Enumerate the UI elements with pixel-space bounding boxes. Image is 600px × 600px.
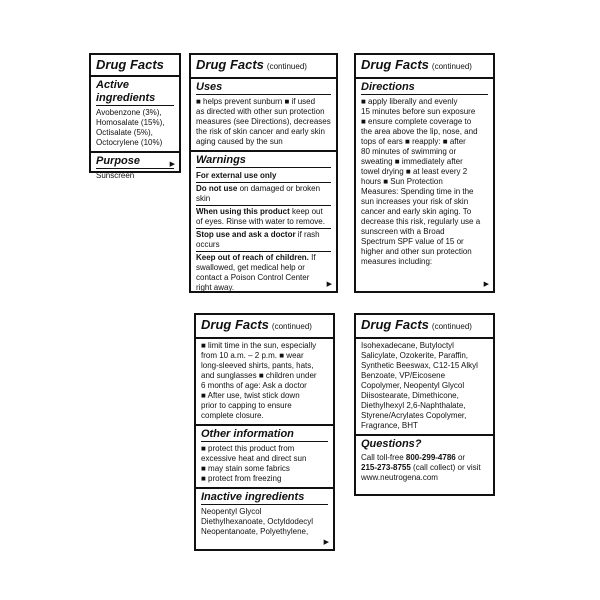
ingredient-line: Diethylhexyl 2,6-Naphthalate, (361, 401, 466, 410)
inactive-line: Neopentanoate, Polyethylene, (201, 527, 309, 536)
continue-arrow-icon: ▶ (323, 539, 329, 546)
warnings-section (191, 150, 336, 297)
directions-line: sweating ■ immediately after (361, 157, 463, 166)
panel-header (356, 315, 493, 339)
inactive-ingredients-title: Inactive ingredients (201, 491, 328, 505)
when-using-text: keep out (289, 207, 323, 216)
directions-line: and sunglasses ■ children under (201, 371, 317, 380)
keep-out-text: If (308, 253, 316, 262)
panel-header-title: Drug Facts (361, 317, 429, 332)
call-line (361, 453, 488, 463)
directions-line: complete closure. (201, 411, 264, 420)
uses-line: aging caused by the sun (196, 137, 283, 146)
inactive-line: Neopentyl Glycol (201, 507, 262, 516)
do-not-use-label: Do not use (196, 184, 238, 193)
continued-label: (continued) (266, 62, 307, 71)
uses-section (191, 79, 336, 150)
active-line: Homosalate (15%), (96, 118, 165, 127)
ingredient-line: Synthetic Beeswax, C12-15 Alkyl (361, 361, 478, 370)
other-line: ■ protect from freezing (201, 474, 282, 483)
phone-number-2: 215-273-8755 (361, 463, 411, 472)
call-line-2 (361, 463, 488, 473)
active-line: Octocrylene (10%) (96, 138, 163, 147)
directions-title: Directions (361, 81, 488, 95)
continue-arrow-icon: ▶ (169, 161, 175, 168)
call-or: or (455, 453, 466, 462)
inactive-line: Diethylhexanoate, Octyldodecyl (201, 517, 314, 526)
directions-line: sun increases your risk of skin (361, 197, 469, 206)
inactive-ingredients-continued-section (356, 339, 493, 434)
drug-facts-panel-5 (354, 313, 495, 496)
keep-out-line: swallowed, get medical help or (196, 263, 305, 272)
panel-header-title: Drug Facts (201, 317, 269, 332)
directions-line: ■ limit time in the sun, especially (201, 341, 317, 350)
keep-out-label: Keep out of reach of children. (196, 253, 309, 262)
drug-facts-panel-3 (354, 53, 495, 293)
directions-line: hours ■ Sun Protection (361, 177, 443, 186)
directions-line: ■ apply liberally and evenly (361, 97, 458, 106)
directions-continued-section (196, 339, 333, 424)
uses-line: ■ helps prevent sunburn ■ if used (196, 97, 316, 106)
warnings-title: Warnings (196, 154, 331, 168)
active-ingredients-title: Active ingredients (96, 79, 174, 106)
ingredient-line: Isohexadecane, Butyloctyl (361, 341, 454, 350)
directions-line: Spectrum SPF value of 15 or (361, 237, 464, 246)
directions-section (356, 79, 493, 270)
purpose-section (91, 151, 179, 184)
stop-use-label: Stop use and ask a doctor (196, 230, 296, 239)
when-using-label: When using this product (196, 207, 290, 216)
active-line: Avobenzone (3%), (96, 108, 162, 117)
continued-label: (continued) (431, 322, 472, 331)
directions-line: measures including: (361, 257, 433, 266)
ingredient-line: Fragrance, BHT (361, 421, 418, 430)
drug-facts-panel-1 (89, 53, 181, 180)
continued-label: (continued) (271, 322, 312, 331)
directions-line: the area above the lip, nose, and (361, 127, 478, 136)
do-not-use-text: on damaged or broken skin (196, 184, 321, 203)
active-ingredients-section (91, 77, 179, 151)
purpose-title: Purpose (96, 155, 174, 169)
directions-line: decrease this risk, regularly use a (361, 217, 481, 226)
call-collect: (call collect) or visit (410, 463, 481, 472)
other-line: ■ protect this product from (201, 444, 295, 453)
directions-line: ■ After use, twist stick down (201, 391, 300, 400)
website-link: www.neutrogena.com (361, 473, 438, 482)
inactive-ingredients-section (196, 487, 333, 540)
other-information-section (196, 424, 333, 487)
directions-line: prior to capping to ensure (201, 401, 292, 410)
ingredient-line: Styrene/Acrylates Copolymer, (361, 411, 467, 420)
call-prefix: Call toll-free (361, 453, 406, 462)
when-using-line2: of eyes. Rinse with water to remove. (196, 217, 325, 226)
active-line: Octisalate (5%), (96, 128, 153, 137)
purpose-text: Sunscreen (96, 171, 135, 180)
uses-title: Uses (196, 81, 331, 95)
panel-header: Drug Facts (91, 55, 179, 77)
directions-line: tops of ears ■ reapply: ■ after (361, 137, 466, 146)
directions-line: 15 minutes before sun exposure (361, 107, 476, 116)
panel-header-title: Drug Facts (196, 57, 264, 72)
panel-header (196, 315, 333, 339)
keep-out-line: contact a Poison Control Center (196, 273, 310, 282)
warning-do-not-use (196, 183, 331, 206)
uses-line: as directed with other sun protection (196, 107, 325, 116)
uses-line: measures (see Directions), decreases (196, 117, 331, 126)
questions-title: Questions? (361, 438, 422, 450)
uses-line: the risk of skin cancer and early skin (196, 127, 325, 136)
directions-line: from 10 a.m. – 2 p.m. ■ wear (201, 351, 304, 360)
other-line: excessive heat and direct sun (201, 454, 307, 463)
directions-line: higher and other sun protection (361, 247, 472, 256)
external-use-text: For external use only (196, 171, 277, 180)
keep-out-line: right away. (196, 283, 235, 292)
other-line: ■ may stain some fabrics (201, 464, 290, 473)
stop-use-line2: occurs (196, 240, 220, 249)
directions-line: Measures: Spending time in the (361, 187, 474, 196)
continued-label: (continued) (431, 62, 472, 71)
phone-number-1: 800-299-4786 (405, 453, 456, 462)
directions-line: long-sleeved shirts, pants, hats, (201, 361, 314, 370)
panel-header-title: Drug Facts (361, 57, 429, 72)
ingredient-line: Copolymer, Neopentyl Glycol (361, 381, 465, 390)
continue-arrow-icon: ▶ (483, 281, 489, 288)
directions-line: towel drying ■ at least every 2 (361, 167, 468, 176)
warning-keep-out (196, 252, 331, 294)
stop-use-text: if rash (295, 230, 320, 239)
warning-stop-use (196, 229, 331, 252)
directions-line: sunscreen with a Broad (361, 227, 445, 236)
directions-line: cancer and early skin aging. To (361, 207, 472, 216)
continue-arrow-icon: ▶ (326, 281, 332, 288)
directions-line: ■ ensure complete coverage to (361, 117, 472, 126)
ingredient-line: Diisostearate, Dimethicone, (361, 391, 459, 400)
ingredient-line: Benzoate, VP/Eicosene (361, 371, 446, 380)
questions-section (356, 434, 493, 486)
warning-when-using (196, 206, 331, 229)
panel-header (356, 55, 493, 79)
directions-line: 80 minutes of swimming or (361, 147, 457, 156)
ingredient-line: Salicylate, Ozokerite, Paraffin, (361, 351, 469, 360)
warning-external (196, 170, 331, 183)
drug-facts-panel-2 (189, 53, 338, 293)
directions-line: 6 months of age: Ask a doctor (201, 381, 307, 390)
panel-header (191, 55, 336, 79)
other-information-title: Other information (201, 428, 328, 442)
drug-facts-panel-4 (194, 313, 335, 551)
